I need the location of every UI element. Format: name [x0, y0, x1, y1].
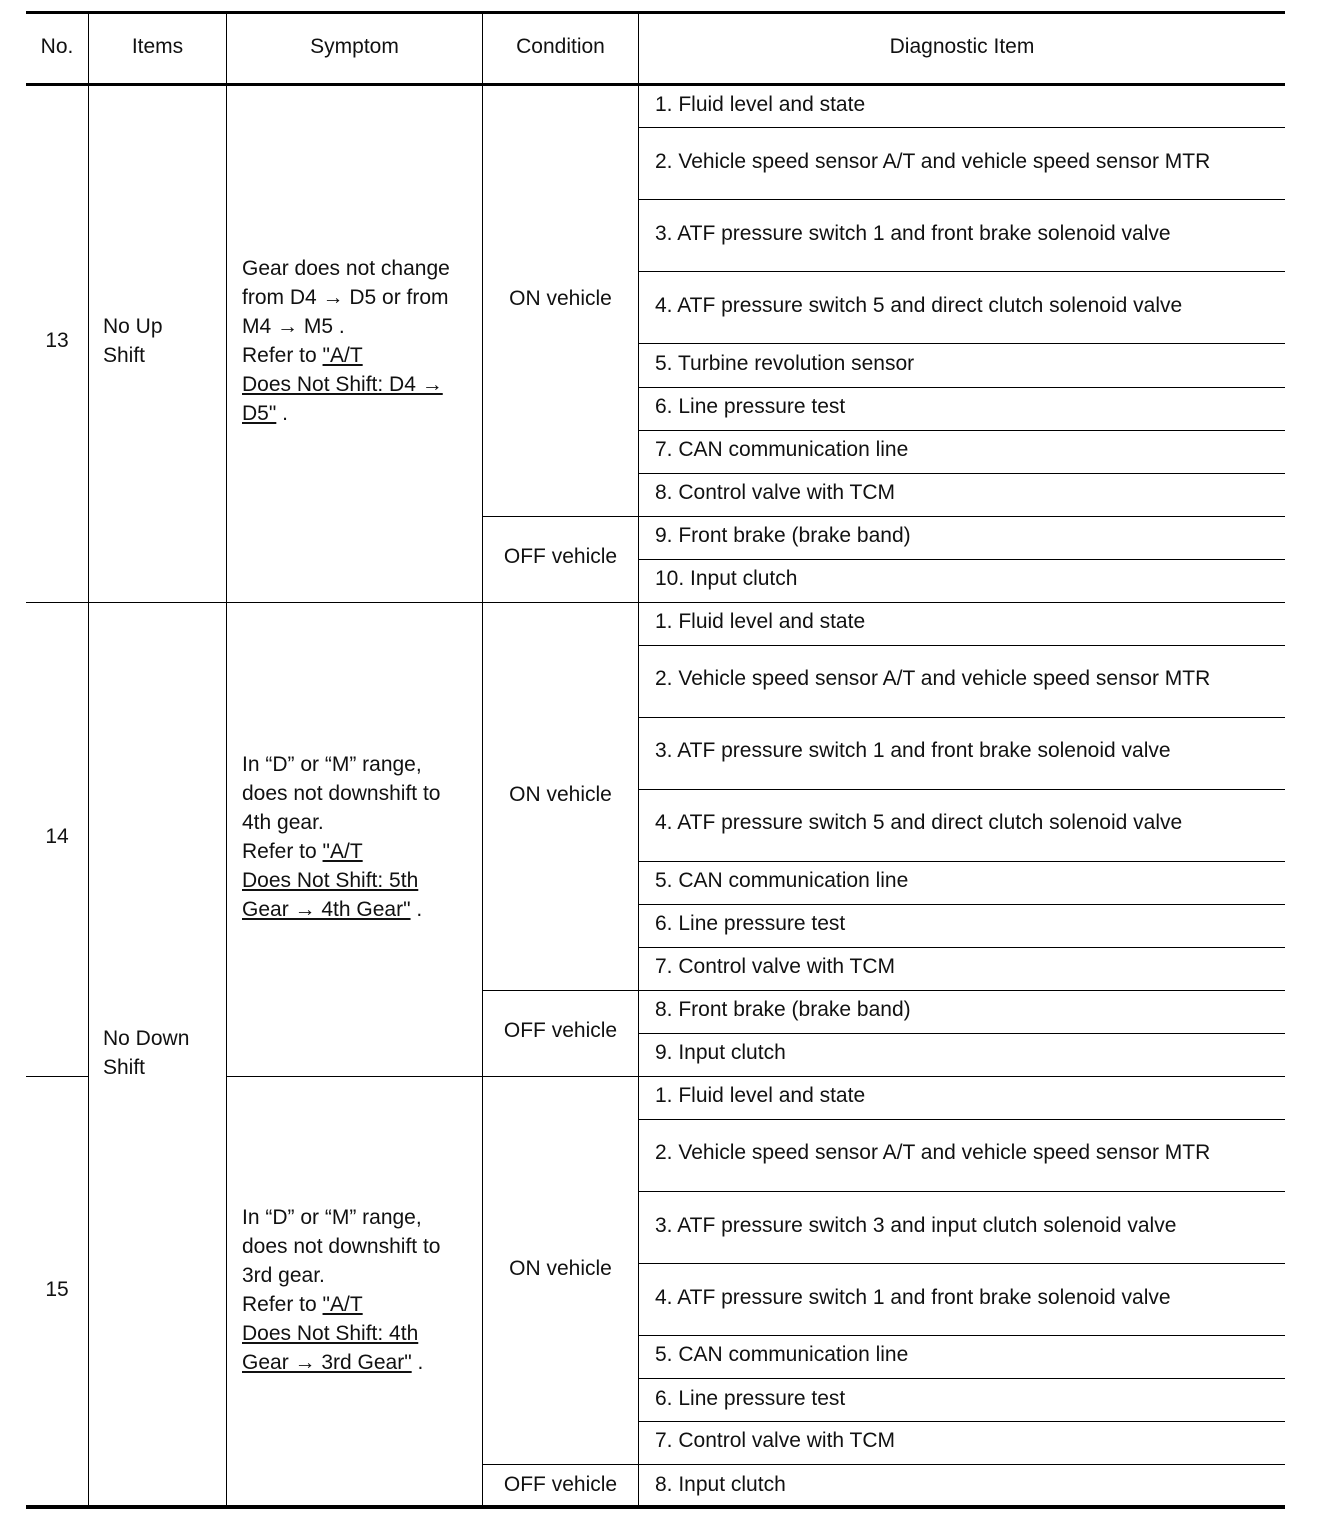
diag-divider: [638, 343, 1285, 344]
condition-on-vehicle: ON vehicle: [509, 783, 612, 806]
symptom-refer-cont: [242, 1348, 423, 1377]
diag-divider: [638, 127, 1285, 128]
symptom-refer: [242, 837, 363, 866]
diag-divider: [638, 789, 1285, 790]
diag-divider: [638, 559, 1285, 560]
symptom-text: 4th gear.: [242, 811, 324, 834]
condition-on-vehicle: ON vehicle: [509, 287, 612, 310]
symptom-text: In “D” or “M” range,: [242, 1206, 422, 1229]
symptom-refer: [242, 341, 363, 370]
row-divider-14-15: [26, 1076, 89, 1077]
row-number: 15: [45, 1278, 69, 1301]
diagnostic-item: 4. ATF pressure switch 1 and front brake solenoid valve: [655, 1286, 1171, 1309]
symptom-text: from D4 → D5 or from: [242, 286, 449, 309]
reference-link[interactable]: "A/T: [322, 344, 363, 367]
diagnostic-item: 5. CAN communication line: [655, 1343, 909, 1366]
diagnostic-item: 9. Input clutch: [655, 1041, 786, 1064]
row-divider-14-15-right: [226, 1076, 1285, 1077]
condition-on-vehicle: ON vehicle: [509, 1257, 612, 1280]
condition-off-vehicle: OFF vehicle: [503, 545, 618, 568]
refer-end: .: [416, 898, 423, 921]
diag-divider: [638, 1191, 1285, 1192]
reference-link[interactable]: "A/T: [322, 1293, 363, 1316]
table-top-border: [26, 11, 1285, 14]
diag-divider: [638, 271, 1285, 272]
diag-divider: [638, 473, 1285, 474]
diag-divider: [638, 861, 1285, 862]
diagnostic-item: 6. Line pressure test: [655, 1387, 846, 1410]
symptom-refer-cont: [242, 866, 418, 895]
symptom-text: In “D” or “M” range,: [242, 753, 422, 776]
condition-off-vehicle: OFF vehicle: [503, 1473, 618, 1496]
reference-link[interactable]: D5": [242, 402, 277, 425]
diag-divider: [638, 387, 1285, 388]
reference-link[interactable]: "A/T: [322, 840, 363, 863]
symptom-text: does not downshift to: [242, 782, 441, 805]
diagnostic-item: 5. CAN communication line: [655, 869, 909, 892]
diag-divider: [638, 717, 1285, 718]
diagnostic-item: 8. Front brake (brake band): [655, 998, 911, 1021]
diagnostic-item: 10. Input clutch: [655, 567, 798, 590]
header-items: Items: [131, 35, 184, 58]
diag-divider: [638, 947, 1285, 948]
refer-end: .: [417, 1351, 424, 1374]
diagnostic-item: 1. Fluid level and state: [655, 1084, 866, 1107]
diagnostic-item: 1. Fluid level and state: [655, 93, 866, 116]
symptom-refer-cont: [242, 1319, 418, 1348]
header-diagnostic-item: Diagnostic Item: [889, 35, 1035, 58]
row-number: 14: [45, 825, 69, 848]
diagnostic-item: 7. Control valve with TCM: [655, 1429, 896, 1452]
symptom-text: M4 → M5 .: [242, 315, 345, 338]
diag-divider: [638, 430, 1285, 431]
diagnostic-item: 2. Vehicle speed sensor A/T and vehicle speed sensor MTR: [655, 667, 1211, 690]
header-condition: Condition: [516, 35, 605, 58]
diagnostic-item: 8. Control valve with TCM: [655, 481, 896, 504]
diagnostic-item: 4. ATF pressure switch 5 and direct clutch solenoid valve: [655, 294, 1183, 317]
reference-link[interactable]: Does Not Shift: 4th: [242, 1322, 419, 1345]
diagnostic-item: 4. ATF pressure switch 5 and direct clutch solenoid valve: [655, 811, 1183, 834]
diag-divider: [638, 904, 1285, 905]
diag-divider: [638, 1335, 1285, 1336]
diag-divider: [638, 1378, 1285, 1379]
col-divider-2: [226, 11, 227, 1506]
symptom-text: Gear does not change: [242, 257, 450, 280]
symptom-refer-cont: [242, 895, 422, 924]
diag-divider: [638, 645, 1285, 646]
diag-divider: [638, 1033, 1285, 1034]
condition-divider-14: [482, 990, 1285, 991]
header-bottom-border: [26, 83, 1285, 86]
diagnostic-item: 8. Input clutch: [655, 1473, 786, 1496]
diagnostic-item: 9. Front brake (brake band): [655, 524, 911, 547]
symptom-refer-cont: [242, 399, 288, 428]
symptom-text: does not downshift to: [242, 1235, 441, 1258]
row-number: 13: [45, 329, 69, 352]
symptom-refer: [242, 1290, 363, 1319]
header-no: No.: [40, 35, 74, 58]
item-label: Shift: [103, 344, 146, 367]
refer-label: Refer to: [242, 840, 317, 863]
condition-divider-13: [482, 516, 1285, 517]
symptom-text: 3rd gear.: [242, 1264, 325, 1287]
diagnostic-item: 1. Fluid level and state: [655, 610, 866, 633]
condition-divider-15: [482, 1464, 1285, 1465]
header-symptom: Symptom: [310, 35, 399, 58]
diag-divider: [638, 1263, 1285, 1264]
diag-divider: [638, 1119, 1285, 1120]
diag-divider: [638, 199, 1285, 200]
diagnostic-item: 3. ATF pressure switch 1 and front brake solenoid valve: [655, 739, 1171, 762]
reference-link[interactable]: Does Not Shift: D4 →: [242, 373, 443, 396]
diagnostic-item: 7. CAN communication line: [655, 438, 909, 461]
diagnostic-item: 2. Vehicle speed sensor A/T and vehicle speed sensor MTR: [655, 150, 1211, 173]
diagnostic-item: 6. Line pressure test: [655, 912, 846, 935]
table-bottom-border: [26, 1505, 1285, 1509]
diagnostic-item: 7. Control valve with TCM: [655, 955, 896, 978]
symptom-refer-cont: [242, 370, 443, 399]
item-label: No Down: [103, 1027, 190, 1050]
diagnostic-item: 5. Turbine revolution sensor: [655, 352, 915, 375]
col-divider-4: [638, 11, 639, 1506]
item-label: Shift: [103, 1056, 146, 1079]
item-label: No Up: [103, 315, 163, 338]
reference-link[interactable]: Gear → 3rd Gear": [242, 1351, 412, 1374]
row-divider-13-14: [26, 602, 1285, 603]
diag-divider: [638, 1421, 1285, 1422]
refer-label: Refer to: [242, 1293, 317, 1316]
col-divider-1: [88, 11, 89, 1506]
reference-link[interactable]: Gear → 4th Gear": [242, 898, 411, 921]
diagnostic-item: 3. ATF pressure switch 1 and front brake solenoid valve: [655, 222, 1171, 245]
reference-link[interactable]: Does Not Shift: 5th: [242, 869, 419, 892]
condition-off-vehicle: OFF vehicle: [503, 1019, 618, 1042]
diagnostic-item: 2. Vehicle speed sensor A/T and vehicle speed sensor MTR: [655, 1141, 1211, 1164]
diagnostic-item: 6. Line pressure test: [655, 395, 846, 418]
refer-end: .: [282, 402, 288, 425]
diagnostic-item: 3. ATF pressure switch 3 and input clutch solenoid valve: [655, 1214, 1177, 1237]
refer-label: Refer to: [242, 344, 317, 367]
